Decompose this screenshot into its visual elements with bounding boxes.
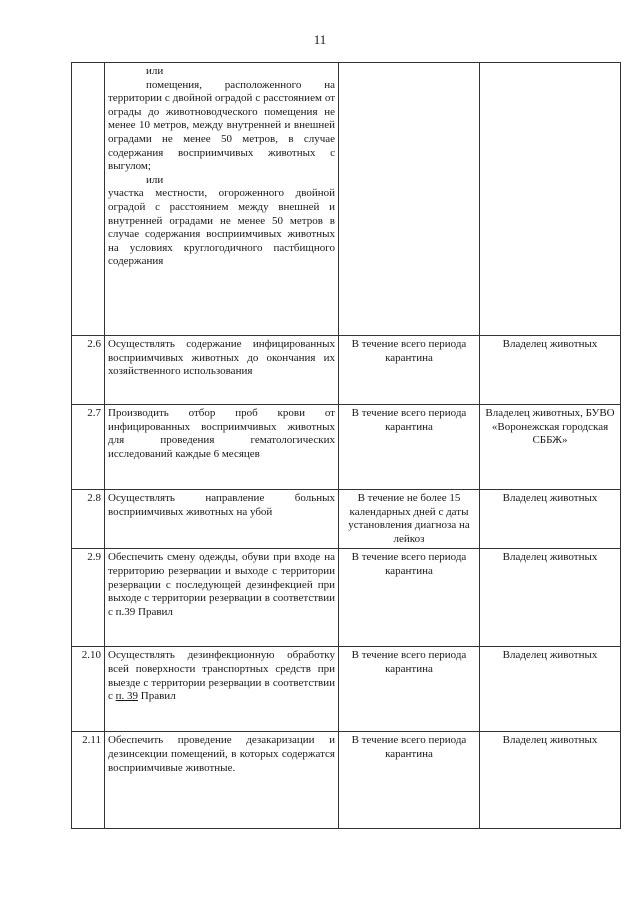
continuation-cell — [105, 63, 339, 336]
term-text: В течение всего периода карантина — [339, 336, 480, 405]
responsible-text: Владелец животных — [480, 647, 621, 732]
rules-reference: п. 39 — [115, 690, 139, 703]
action-text: Осуществлять направление больных восприимчивых животных на убой — [105, 490, 339, 549]
measures-table — [71, 62, 621, 829]
term-text: В течение всего периода карантина — [339, 405, 480, 490]
responsible-text: Владелец животных — [480, 490, 621, 549]
row-number: 2.10 — [72, 647, 105, 732]
continuation-line: участка местности, огороженного двойной оградой с расстоянием между внешней и внутренней оградами не менее 50 метров в случае содержания восприимчивых животных на условиях круглогодичного пастбищного содержания — [108, 187, 335, 268]
action-text: Осуществлять содержание инфицированных восприимчивых животных до окончания их хозяйственного использования — [105, 336, 339, 405]
page-number: 11 — [313, 32, 327, 47]
row-number: 2.7 — [72, 405, 105, 490]
responsible-text: Владелец животных — [480, 549, 621, 647]
term-text: В течение не более 15 календарных дней с даты установления диагноза на лейкоз — [339, 490, 480, 549]
action-text: Обеспечить проведение дезакаризации и дезинсекции помещений, в которых содержатся восприимчивые животные. — [105, 732, 339, 829]
table-row — [72, 549, 621, 647]
responsible-text: Владелец животных, БУВО «Воронежская городская СББЖ» — [480, 405, 621, 490]
table-row — [72, 63, 621, 336]
action-text — [105, 647, 339, 732]
action-text: Обеспечить смену одежды, обуви при входе на территорию резервации и выходе с территории резервации с последующей дезинфекцией при выходе с территории резервации в соответствии с п.39 Правил — [105, 549, 339, 647]
continuation-line: помещения, расположенного на территории с двойной оградой с расстоянием от ограды до животноводческого помещения не менее 10 метров, между внутренней и внешней оградами не менее 50 метров, в случае содержания восприимчивых животных с выгулом; — [108, 78, 335, 173]
responsible-cell — [480, 63, 621, 336]
row-number-cell — [72, 63, 105, 336]
term-text: В течение всего периода карантина — [339, 549, 480, 647]
table-row — [72, 732, 621, 829]
continuation-line: или — [146, 173, 164, 186]
row-number: 2.9 — [72, 549, 105, 647]
row-number: 2.11 — [72, 732, 105, 829]
responsible-text: Владелец животных — [480, 732, 621, 829]
continuation-line: или — [146, 65, 164, 77]
responsible-text: Владелец животных — [480, 336, 621, 405]
term-text: В течение всего периода карантина — [339, 732, 480, 829]
term-text: В течение всего периода карантина — [339, 647, 480, 732]
row-number: 2.6 — [72, 336, 105, 405]
row-number: 2.8 — [72, 490, 105, 549]
table-row — [72, 490, 621, 549]
term-cell — [339, 63, 480, 336]
action-tail: Правил — [140, 690, 176, 703]
table-row — [72, 336, 621, 405]
action-main: Осуществлять дезинфекционную обработку всей поверхности транспортных средств при выезде с территории резервации в соответствии с — [108, 649, 335, 703]
table-row — [72, 647, 621, 732]
table-row — [72, 405, 621, 490]
action-text: Производить отбор проб крови от инфицированных восприимчивых животных для проведения гематологических исследований каждые 6 месяцев — [105, 405, 339, 490]
